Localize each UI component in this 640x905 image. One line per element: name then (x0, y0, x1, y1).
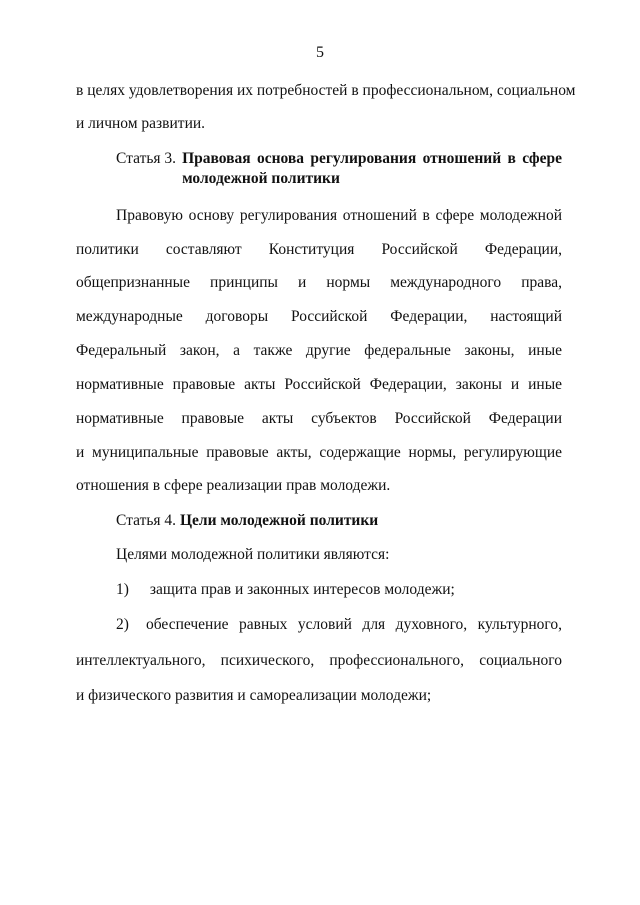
article-4-heading (116, 511, 562, 531)
text-line: Правовую основу регулирования отношений в сфере молодежной (116, 207, 562, 224)
text-line: Федеральный закон, а также другие федеральные законы, иные (76, 342, 562, 359)
list-item-text: защита прав и законных интересов молодежи; (149, 581, 455, 598)
text-line: нормативные правовые акты субъектов Российской Федерации (76, 410, 562, 427)
text-line: и физического развития и самореализации молодежи; (76, 687, 432, 704)
list-item (116, 580, 562, 600)
article-3-title-line: Правовая основа регулирования отношений в сфере (182, 150, 562, 167)
text-line: и личном развитии. (76, 115, 206, 132)
text-line: общепризнанные принципы и нормы международного права, (76, 274, 562, 291)
article-3-title-line: молодежной политики (182, 170, 340, 187)
article-3-label: Статья 3. (116, 150, 177, 167)
text-line: в целях удовлетворения их потребностей в профессиональном, социальном (76, 82, 576, 99)
text-line: нормативные правовые акты Российской Федерации, законы и иные (76, 376, 562, 393)
list-item-number: 2) (116, 616, 129, 633)
article-3-title (182, 149, 562, 189)
text-line: отношения в сфере реализации прав молодежи. (76, 477, 391, 494)
page-number: 5 (316, 44, 324, 61)
text-line: Целями молодежной политики являются: (116, 546, 390, 563)
article-3-heading (116, 149, 562, 189)
text-line: политики составляют Конституция Российской Федерации, (76, 241, 562, 258)
article-4-label: Статья 4. (116, 512, 177, 529)
list-item-number: 1) (116, 581, 129, 598)
list-item-text: обеспечение равных условий для духовного, культурного, (146, 616, 562, 633)
list-item (116, 615, 562, 635)
text-line: интеллектуального, психического, профессионального, социального (76, 652, 562, 669)
text-line: и муниципальные правовые акты, содержащие нормы, регулирующие (76, 444, 562, 461)
text-line: международные договоры Российской Федерации, настоящий (76, 308, 562, 325)
article-4-title: Цели молодежной политики (179, 512, 379, 529)
